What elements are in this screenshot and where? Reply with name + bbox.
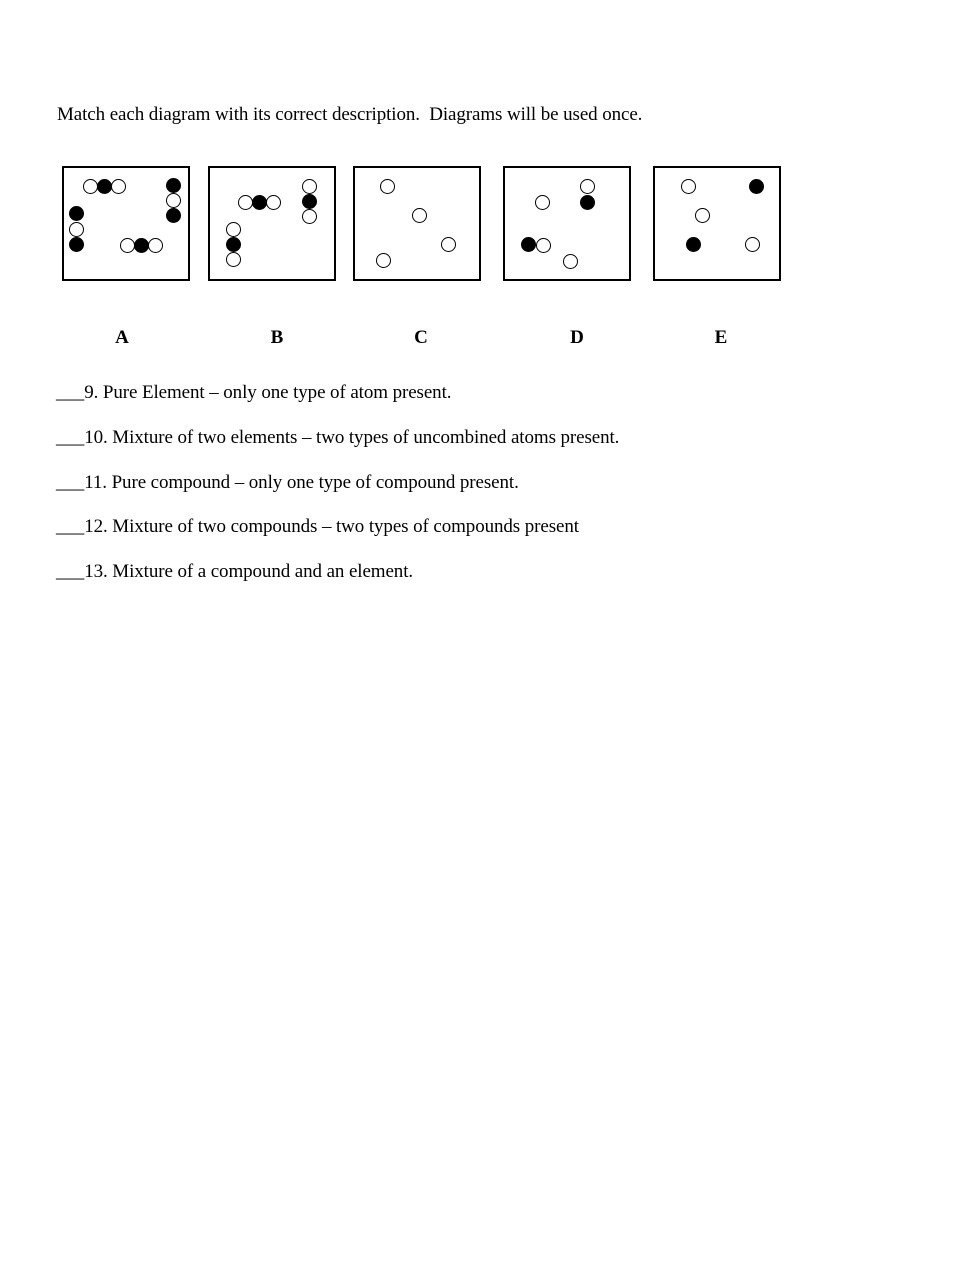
diagram-box-b (208, 166, 336, 281)
white-atom-circle (148, 238, 163, 253)
white-atom-circle (302, 179, 317, 194)
diagram-label-a: A (115, 327, 129, 348)
white-atom-circle (238, 195, 253, 210)
white-atom-circle (226, 222, 241, 237)
diagram-box-a (62, 166, 190, 281)
black-atom-circle (749, 179, 764, 194)
black-atom-circle (69, 206, 84, 221)
black-atom-circle (97, 179, 112, 194)
diagram-box-e (653, 166, 781, 281)
question-9: ___9. Pure Element – only one type of atom present. (56, 382, 452, 403)
white-atom-circle (120, 238, 135, 253)
black-atom-circle (166, 178, 181, 193)
black-atom-circle (134, 238, 149, 253)
white-atom-circle (166, 193, 181, 208)
white-atom-circle (536, 238, 551, 253)
white-atom-circle (83, 179, 98, 194)
white-atom-circle (580, 179, 595, 194)
white-atom-circle (681, 179, 696, 194)
black-atom-circle (226, 237, 241, 252)
white-atom-circle (302, 209, 317, 224)
white-atom-circle (535, 195, 550, 210)
black-atom-circle (580, 195, 595, 210)
white-atom-circle (695, 208, 710, 223)
question-12: ___12. Mixture of two compounds – two types of compounds present (56, 516, 579, 537)
black-atom-circle (166, 208, 181, 223)
white-atom-circle (441, 237, 456, 252)
white-atom-circle (745, 237, 760, 252)
black-atom-circle (69, 237, 84, 252)
question-13: ___13. Mixture of a compound and an element. (56, 561, 414, 582)
black-atom-circle (686, 237, 701, 252)
white-atom-circle (69, 222, 84, 237)
black-atom-circle (521, 237, 536, 252)
diagram-label-c: C (414, 327, 428, 348)
question-10: ___10. Mixture of two elements – two types of uncombined atoms present. (56, 427, 620, 448)
white-atom-circle (111, 179, 126, 194)
instruction-text: Match each diagram with its correct description. Diagrams will be used once. (57, 104, 643, 125)
black-atom-circle (302, 194, 317, 209)
white-atom-circle (412, 208, 427, 223)
black-atom-circle (252, 195, 267, 210)
diagram-box-c (353, 166, 481, 281)
question-11: ___11. Pure compound – only one type of compound present. (56, 472, 519, 493)
white-atom-circle (563, 254, 578, 269)
diagram-box-d (503, 166, 631, 281)
white-atom-circle (226, 252, 241, 267)
diagram-label-b: B (270, 327, 284, 348)
white-atom-circle (266, 195, 281, 210)
white-atom-circle (380, 179, 395, 194)
white-atom-circle (376, 253, 391, 268)
diagram-label-d: D (570, 327, 584, 348)
diagram-label-e: E (714, 327, 728, 348)
